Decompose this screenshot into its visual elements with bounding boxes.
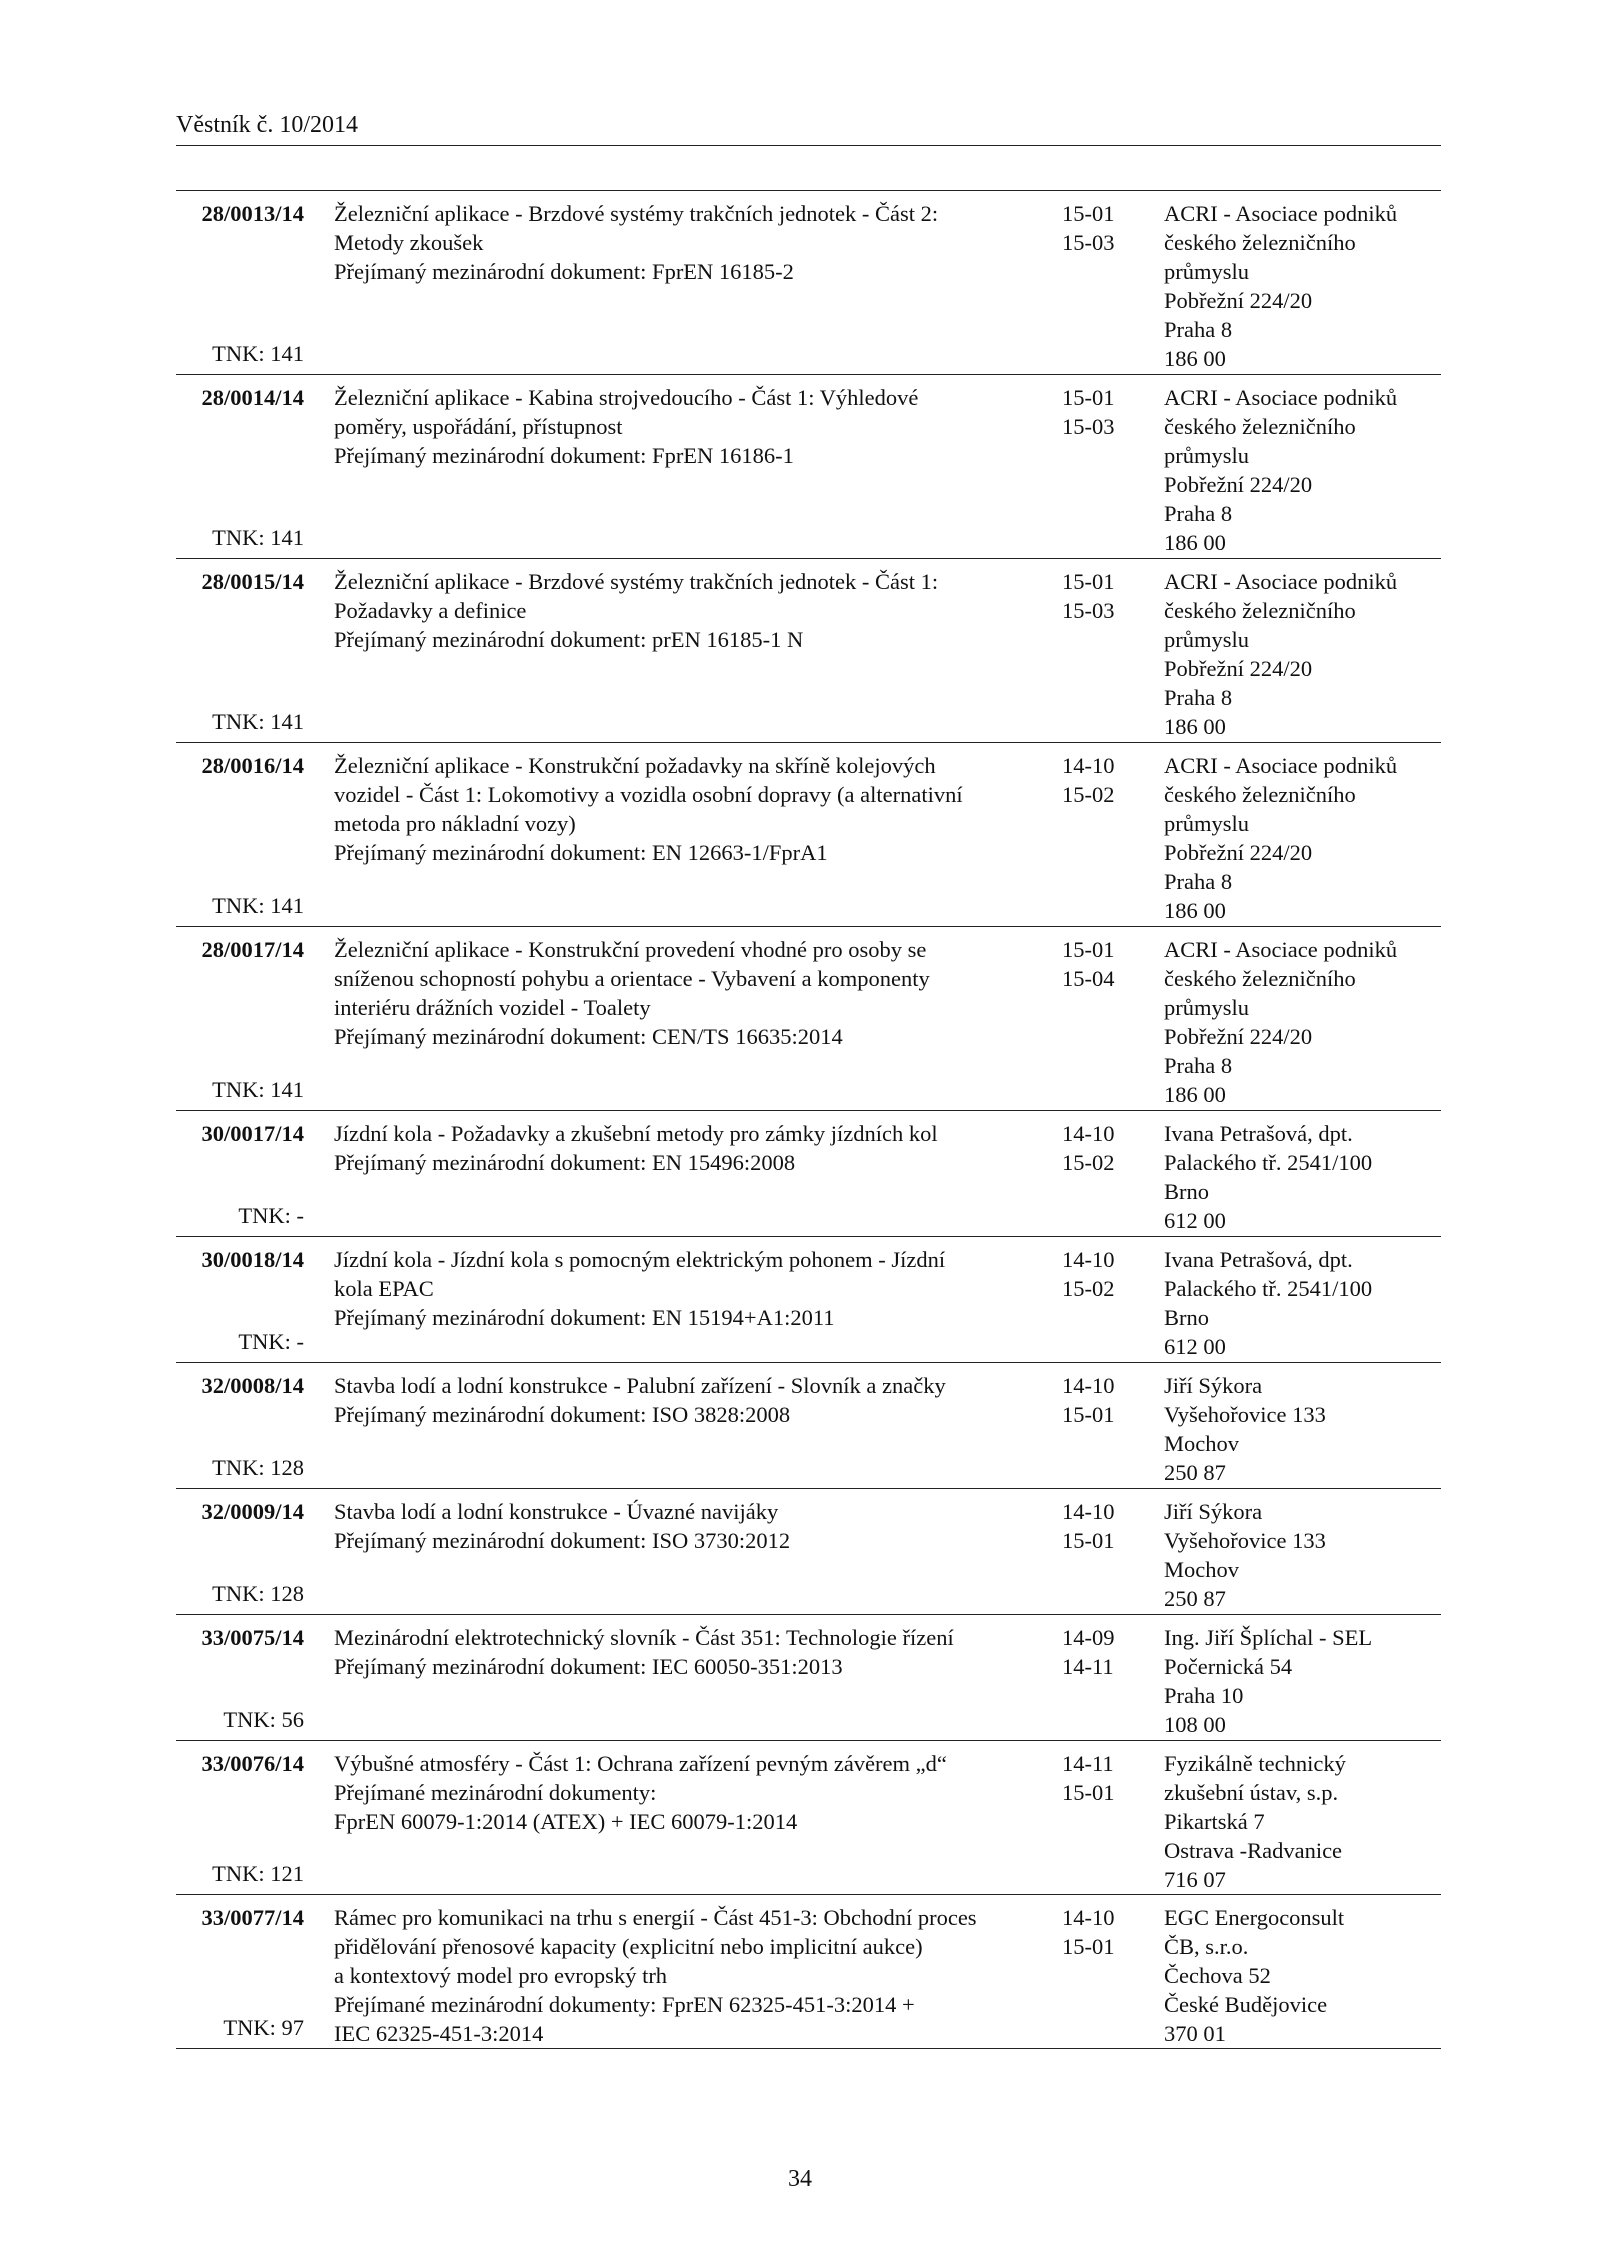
tnk-number: TNK: - [238, 1203, 304, 1228]
document-code: 30/0018/14 [201, 1247, 304, 1272]
address-line: Mochov [1164, 1431, 1239, 1456]
description-line: Přejímaný mezinárodní dokument: ISO 3828:2008 [334, 1402, 791, 1427]
address-line: Počernická 54 [1164, 1654, 1293, 1679]
description-line: Přejímaný mezinárodní dokument: EN 15194+A1:2011 [334, 1305, 835, 1330]
description [334, 199, 1034, 286]
dates [1062, 567, 1152, 625]
date-value: 14-09 [1062, 1625, 1115, 1650]
address-line: ACRI - Asociace podniků [1164, 753, 1398, 778]
address-line: ACRI - Asociace podniků [1164, 937, 1398, 962]
date-value: 15-02 [1062, 782, 1115, 807]
address-line: 108 00 [1164, 1712, 1226, 1737]
description-line: Železniční aplikace - Konstrukční požadavky na skříně kolejových [334, 753, 936, 778]
contact-address [1164, 1497, 1441, 1613]
description [334, 1749, 1034, 1836]
description-line: Přejímaný mezinárodní dokument: FprEN 16186-1 [334, 443, 794, 468]
tnk-number: TNK: 128 [212, 1581, 304, 1606]
table-row [176, 927, 1441, 1111]
document-code: 28/0015/14 [201, 569, 304, 594]
address-line: průmyslu [1164, 995, 1250, 1020]
tnk-number: TNK: 141 [212, 1077, 304, 1102]
document-code: 33/0076/14 [201, 1751, 304, 1776]
table-row [176, 1111, 1441, 1237]
description-line: metoda pro nákladní vozy) [334, 811, 576, 836]
contact-address [1164, 567, 1441, 741]
address-line: Brno [1164, 1305, 1209, 1330]
date-value: 15-03 [1062, 598, 1115, 623]
document-code: 33/0077/14 [201, 1905, 304, 1930]
address-line: Ivana Petrašová, dpt. [1164, 1247, 1353, 1272]
date-value: 14-10 [1062, 1247, 1115, 1272]
description-line: Přejímaný mezinárodní dokument: EN 12663-1/FprA1 [334, 840, 828, 865]
address-line: průmyslu [1164, 627, 1250, 652]
address-line: Jiří Sýkora [1164, 1373, 1263, 1398]
table-row [176, 559, 1441, 743]
description-line: Přejímaný mezinárodní dokument: EN 15496:2008 [334, 1150, 796, 1175]
address-line: České Budějovice [1164, 1992, 1328, 2017]
tnk-number: TNK: 141 [212, 709, 304, 734]
document-code: 28/0016/14 [201, 753, 304, 778]
dates [1062, 1903, 1152, 1961]
date-value: 15-02 [1062, 1150, 1115, 1175]
address-line: českého železničního [1164, 414, 1356, 439]
dates [1062, 1623, 1152, 1681]
description-line: Mezinárodní elektrotechnický slovník - Část 351: Technologie řízení [334, 1625, 954, 1650]
address-line: Mochov [1164, 1557, 1239, 1582]
tnk-number: TNK: 97 [223, 2015, 304, 2040]
date-value: 14-11 [1062, 1654, 1114, 1679]
table-row [176, 1363, 1441, 1489]
address-line: 186 00 [1164, 346, 1226, 371]
description-line: Jízdní kola - Požadavky a zkušební metody pro zámky jízdních kol [334, 1121, 938, 1146]
address-line: zkušební ústav, s.p. [1164, 1780, 1339, 1805]
date-value: 14-11 [1062, 1751, 1114, 1776]
address-line: Vyšehořovice 133 [1164, 1402, 1326, 1427]
dates [1062, 199, 1152, 257]
contact-address [1164, 751, 1441, 925]
contact-address [1164, 1245, 1441, 1361]
description-line: Požadavky a definice [334, 598, 527, 623]
description-line: sníženou schopností pohybu a orientace - Vybavení a komponenty [334, 966, 930, 991]
dates [1062, 935, 1152, 993]
date-value: 15-01 [1062, 1934, 1115, 1959]
dates [1062, 751, 1152, 809]
dates [1062, 1245, 1152, 1303]
address-line: českého železničního [1164, 230, 1356, 255]
address-line: ČB, s.r.o. [1164, 1934, 1249, 1959]
address-line: 186 00 [1164, 714, 1226, 739]
address-line: průmyslu [1164, 811, 1250, 836]
table-row [176, 1615, 1441, 1741]
description-line: Jízdní kola - Jízdní kola s pomocným elektrickým pohonem - Jízdní [334, 1247, 946, 1272]
address-line: českého železničního [1164, 598, 1356, 623]
description [334, 1497, 1034, 1555]
description-line: poměry, uspořádání, přístupnost [334, 414, 623, 439]
table-row [176, 1489, 1441, 1615]
address-line: průmyslu [1164, 443, 1250, 468]
address-line: Pobřežní 224/20 [1164, 472, 1313, 497]
address-line: Ivana Petrašová, dpt. [1164, 1121, 1353, 1146]
address-line: Pobřežní 224/20 [1164, 288, 1313, 313]
address-line: 250 87 [1164, 1586, 1226, 1611]
description-line: Stavba lodí a lodní konstrukce - Úvazné navijáky [334, 1499, 779, 1524]
tnk-number: TNK: 121 [212, 1861, 304, 1886]
description-line: interiéru drážních vozidel - Toalety [334, 995, 651, 1020]
description [334, 1371, 1034, 1429]
dates [1062, 383, 1152, 441]
date-value: 15-01 [1062, 1528, 1115, 1553]
date-value: 15-01 [1062, 1402, 1115, 1427]
date-value: 15-01 [1062, 1780, 1115, 1805]
address-line: ACRI - Asociace podniků [1164, 385, 1398, 410]
address-line: ACRI - Asociace podniků [1164, 201, 1398, 226]
description-line: Železniční aplikace - Konstrukční provedení vhodné pro osoby se [334, 937, 927, 962]
address-line: českého železničního [1164, 966, 1356, 991]
date-value: 14-10 [1062, 1905, 1115, 1930]
document-code: 32/0008/14 [201, 1373, 304, 1398]
table-row [176, 1237, 1441, 1363]
description-line: Přejímaný mezinárodní dokument: prEN 16185-1 N [334, 627, 804, 652]
address-line: 716 07 [1164, 1867, 1226, 1892]
table-row [176, 375, 1441, 559]
description-line: kola EPAC [334, 1276, 434, 1301]
contact-address [1164, 1371, 1441, 1487]
address-line: 186 00 [1164, 530, 1226, 555]
tnk-number: TNK: - [238, 1329, 304, 1354]
address-line: Pobřežní 224/20 [1164, 840, 1313, 865]
address-line: 612 00 [1164, 1208, 1226, 1233]
date-value: 14-10 [1062, 1373, 1115, 1398]
header-divider [176, 145, 1441, 146]
address-line: ACRI - Asociace podniků [1164, 569, 1398, 594]
description [334, 1903, 1034, 2048]
contact-address [1164, 935, 1441, 1109]
date-value: 15-01 [1062, 385, 1115, 410]
address-line: 186 00 [1164, 898, 1226, 923]
address-line: Praha 8 [1164, 1053, 1233, 1078]
description-line: IEC 62325-451-3:2014 [334, 2021, 544, 2046]
description-line: Přejímaný mezinárodní dokument: CEN/TS 16635:2014 [334, 1024, 843, 1049]
dates [1062, 1497, 1152, 1555]
date-value: 15-01 [1062, 201, 1115, 226]
description-line: Přejímaný mezinárodní dokument: FprEN 16185-2 [334, 259, 794, 284]
address-line: 186 00 [1164, 1082, 1226, 1107]
contact-address [1164, 1623, 1441, 1739]
table-row [176, 1741, 1441, 1895]
description-line: vozidel - Část 1: Lokomotivy a vozidla osobní dopravy (a alternativní [334, 782, 963, 807]
date-value: 14-10 [1062, 753, 1115, 778]
address-line: Fyzikálně technický [1164, 1751, 1346, 1776]
date-value: 15-04 [1062, 966, 1115, 991]
dates [1062, 1749, 1152, 1807]
address-line: Praha 8 [1164, 869, 1233, 894]
address-line: 250 87 [1164, 1460, 1226, 1485]
tnk-number: TNK: 128 [212, 1455, 304, 1480]
contact-address [1164, 1749, 1441, 1894]
table-row [176, 191, 1441, 375]
document-code: 33/0075/14 [201, 1625, 304, 1650]
address-line: Praha 8 [1164, 501, 1233, 526]
date-value: 15-03 [1062, 414, 1115, 439]
description-line: Přejímané mezinárodní dokumenty: FprEN 62325-451-3:2014 + [334, 1992, 915, 2017]
page-header-title: Věstník č. 10/2014 [176, 112, 358, 138]
date-value: 15-02 [1062, 1276, 1115, 1301]
tnk-number: TNK: 141 [212, 341, 304, 366]
contact-address [1164, 199, 1441, 373]
address-line: průmyslu [1164, 259, 1250, 284]
announcement-table [176, 190, 1441, 2049]
description [334, 567, 1034, 654]
description [334, 751, 1034, 867]
address-line: Ostrava -Radvanice [1164, 1838, 1343, 1863]
document-code: 28/0017/14 [201, 937, 304, 962]
address-line: 370 01 [1164, 2021, 1226, 2046]
description [334, 383, 1034, 470]
address-line: Praha 10 [1164, 1683, 1244, 1708]
document-code: 28/0013/14 [201, 201, 304, 226]
description-line: Přejímané mezinárodní dokumenty: [334, 1780, 657, 1805]
description-line: Železniční aplikace - Brzdové systémy trakčních jednotek - Část 2: [334, 201, 939, 226]
address-line: Palackého tř. 2541/100 [1164, 1276, 1373, 1301]
address-line: Jiří Sýkora [1164, 1499, 1263, 1524]
dates [1062, 1119, 1152, 1177]
page-number: 34 [788, 2166, 812, 2192]
address-line: Pikartská 7 [1164, 1809, 1265, 1834]
address-line: Vyšehořovice 133 [1164, 1528, 1326, 1553]
address-line: Ing. Jiří Šplíchal - SEL [1164, 1625, 1373, 1650]
description [334, 1119, 1034, 1177]
description-line: FprEN 60079-1:2014 (ATEX) + IEC 60079-1:2014 [334, 1809, 798, 1834]
address-line: Pobřežní 224/20 [1164, 1024, 1313, 1049]
description-line: Rámec pro komunikaci na trhu s energií - Část 451-3: Obchodní proces [334, 1905, 977, 1930]
address-line: Brno [1164, 1179, 1209, 1204]
tnk-number: TNK: 141 [212, 893, 304, 918]
description-line: Přejímaný mezinárodní dokument: IEC 60050-351:2013 [334, 1654, 843, 1679]
date-value: 14-10 [1062, 1499, 1115, 1524]
table-row [176, 743, 1441, 927]
description-line: a kontextový model pro evropský trh [334, 1963, 668, 1988]
document-code: 32/0009/14 [201, 1499, 304, 1524]
contact-address [1164, 1119, 1441, 1235]
address-line: EGC Energoconsult [1164, 1905, 1345, 1930]
contact-address [1164, 1903, 1441, 2048]
description [334, 1245, 1034, 1332]
table-row [176, 1895, 1441, 2049]
document-code: 28/0014/14 [201, 385, 304, 410]
address-line: českého železničního [1164, 782, 1356, 807]
address-line: Palackého tř. 2541/100 [1164, 1150, 1373, 1175]
tnk-number: TNK: 56 [223, 1707, 304, 1732]
tnk-number: TNK: 141 [212, 525, 304, 550]
date-value: 14-10 [1062, 1121, 1115, 1146]
date-value: 15-01 [1062, 937, 1115, 962]
dates [1062, 1371, 1152, 1429]
description-line: přidělování přenosové kapacity (explicitní nebo implicitní aukce) [334, 1934, 923, 1959]
document-code: 30/0017/14 [201, 1121, 304, 1146]
description-line: Železniční aplikace - Kabina strojvedoucího - Část 1: Výhledové [334, 385, 919, 410]
description-line: Železniční aplikace - Brzdové systémy trakčních jednotek - Část 1: [334, 569, 939, 594]
description-line: Stavba lodí a lodní konstrukce - Palubní zařízení - Slovník a značky [334, 1373, 946, 1398]
date-value: 15-03 [1062, 230, 1115, 255]
description-line: Metody zkoušek [334, 230, 484, 255]
address-line: Čechova 52 [1164, 1963, 1271, 1988]
address-line: Pobřežní 224/20 [1164, 656, 1313, 681]
date-value: 15-01 [1062, 569, 1115, 594]
description-line: Výbušné atmosféry - Část 1: Ochrana zařízení pevným závěrem „d“ [334, 1751, 947, 1776]
description-line: Přejímaný mezinárodní dokument: ISO 3730:2012 [334, 1528, 791, 1553]
address-line: Praha 8 [1164, 317, 1233, 342]
contact-address [1164, 383, 1441, 557]
address-line: 612 00 [1164, 1334, 1226, 1359]
description [334, 935, 1034, 1051]
description [334, 1623, 1034, 1681]
address-line: Praha 8 [1164, 685, 1233, 710]
